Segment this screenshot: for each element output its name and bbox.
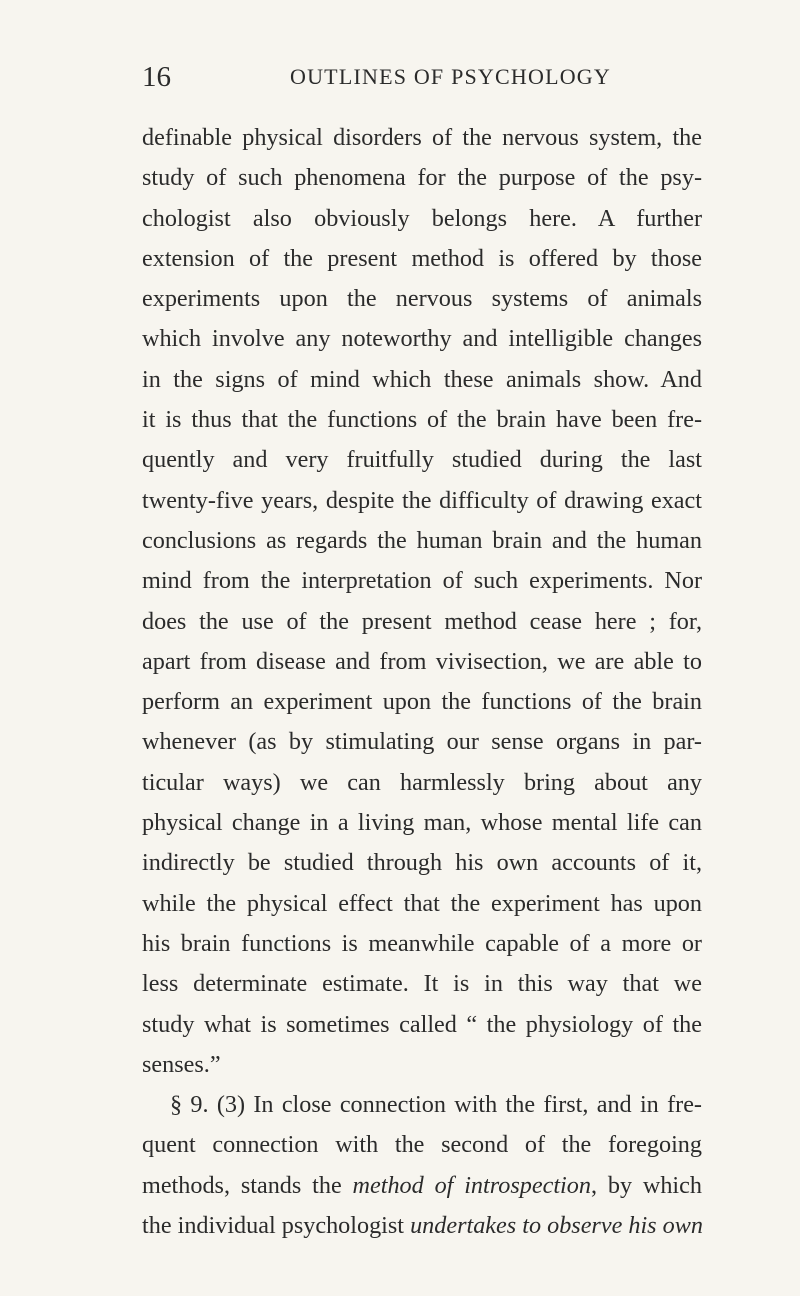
text-line: chologist also obviously belongs here. A further — [142, 204, 702, 232]
text-line: while the physical effect that the experiment has upon — [142, 889, 702, 917]
text-line: physical change in a living man, whose mental life can — [142, 809, 702, 837]
text-line: which involve any noteworthy and intelligible changes — [142, 325, 702, 353]
line-text: methods, stands the — [142, 1171, 353, 1199]
text-line: whenever (as by stimulating our sense organs in par- — [142, 728, 702, 756]
section-9-line — [142, 1166, 702, 1206]
text-line: mind from the interpretation of such experiments. Nor — [142, 567, 702, 595]
text-line: twenty-five years, despite the difficulty of drawing exact — [142, 486, 702, 514]
running-title: OUTLINES OF PSYCHOLOGY — [290, 64, 611, 89]
italic-phrase: undertakes to observe his own — [410, 1212, 703, 1240]
text-line: his brain functions is meanwhile capable of a more or — [142, 929, 702, 957]
text-line: extension of the present method is offered by those — [142, 244, 702, 272]
text-line: study of such phenomena for the purpose of the psy- — [142, 164, 702, 192]
text-line: in the signs of mind which these animals show. And — [142, 365, 702, 393]
text-line: apart from disease and from vivisection, we are able to — [142, 647, 702, 675]
section-9-line — [142, 1206, 702, 1246]
text-line: senses.” — [142, 1050, 221, 1078]
italic-term-method-of-introspection: method of introspection — [352, 1171, 591, 1199]
text-line: quently and very fruitfully studied during the last — [142, 446, 702, 474]
text-line: experiments upon the nervous systems of animals — [142, 285, 702, 313]
text-line: study what is sometimes called “ the physiology of the — [142, 1010, 702, 1038]
page-number: 16 — [142, 61, 171, 93]
section-9-line: § 9. (3) In close connection with the first, and in fre- — [170, 1091, 702, 1119]
text-line: less determinate estimate. It is in this way that we — [142, 970, 702, 998]
text-line: perform an experiment upon the functions of the brain — [142, 688, 702, 716]
line-text: the individual psychologist — [142, 1212, 411, 1240]
text-line: conclusions as regards the human brain and the human — [142, 526, 702, 554]
page-header — [142, 60, 702, 94]
text-line: does the use of the present method cease here ; for, — [142, 607, 702, 635]
body-text — [142, 118, 702, 1246]
section-9-line: quent connection with the second of the foregoing — [142, 1131, 702, 1159]
text-line: indirectly be studied through his own accounts of it, — [142, 849, 702, 877]
text-line: definable physical disorders of the nervous system, the — [142, 124, 702, 151]
line-text: , by which — [590, 1171, 702, 1199]
text-line: ticular ways) we can harmlessly bring about any — [142, 768, 702, 796]
text-line: it is thus that the functions of the brain have been fre- — [142, 406, 702, 434]
